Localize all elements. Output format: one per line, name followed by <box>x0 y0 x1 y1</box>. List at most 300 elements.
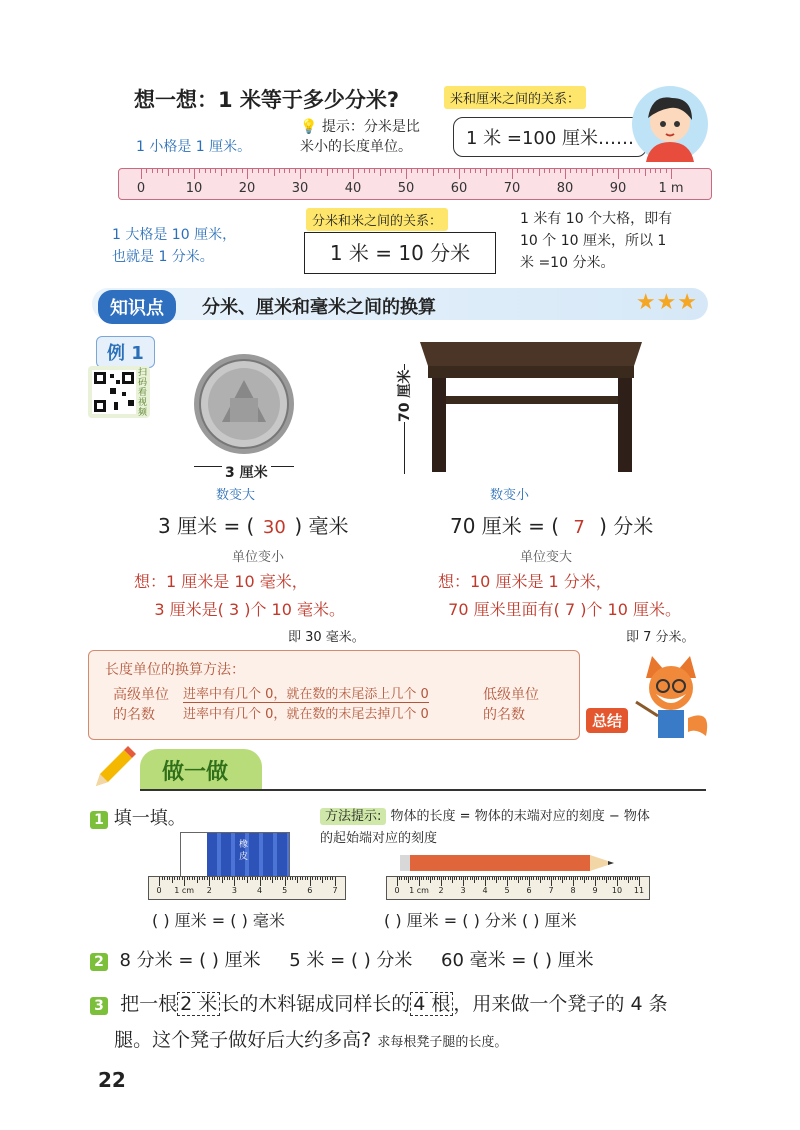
ruler-tick <box>194 169 195 179</box>
ruler-tick <box>459 169 460 179</box>
boy-avatar <box>630 84 710 164</box>
ruler-label: 8 <box>570 886 576 895</box>
qr-side-label: 扫码看视频 <box>138 368 148 418</box>
q1a: ( ) 厘米 = ( ) 毫米 <box>152 911 285 930</box>
practice-divider <box>140 789 706 791</box>
summary-right: 低级单位 的名数 <box>483 687 539 723</box>
ruler-tick <box>374 169 375 173</box>
ruler-tick <box>491 169 492 173</box>
ruler-tick <box>231 169 232 173</box>
right-think-result: 即 7 分米。 <box>626 630 695 645</box>
ruler-tick <box>219 877 220 880</box>
ruler-label: 60 <box>450 181 468 196</box>
ruler-tick <box>411 169 412 173</box>
knowledge-banner <box>92 288 708 320</box>
ruler-tick <box>560 877 561 880</box>
ruler-tick <box>549 877 550 880</box>
ruler-tick <box>262 877 263 880</box>
ruler-tick <box>584 877 585 883</box>
ruler-tick <box>207 877 208 880</box>
ruler-tick <box>279 169 280 173</box>
ruler-tick <box>408 877 409 883</box>
summary-title: 长度单位的换算方法： <box>105 662 245 678</box>
small-ruler <box>148 876 346 900</box>
ruler-tick <box>660 169 661 173</box>
practice-tab: 做一做 <box>140 749 262 789</box>
ruler-tick <box>204 877 205 880</box>
ruler-tick <box>399 877 400 880</box>
ruler-tick <box>167 877 168 880</box>
ruler-tick <box>284 169 285 173</box>
ruler-tick <box>580 877 581 880</box>
ruler-tick <box>520 877 521 880</box>
ruler-tick <box>348 169 349 173</box>
ruler-tick <box>501 169 502 173</box>
dm-m-box: 1 米 = 10 分米 <box>304 232 496 274</box>
ruler-tick <box>282 877 283 880</box>
meter-ruler <box>118 168 712 200</box>
ruler-tick <box>610 877 611 880</box>
ruler-tick <box>434 877 435 880</box>
left-bottom-note: 单位变小 <box>232 550 285 565</box>
right-bottom-note: 单位变大 <box>520 550 573 565</box>
ruler-tick <box>437 877 438 880</box>
ruler-tick <box>141 169 142 179</box>
ruler-tick <box>415 877 416 880</box>
ruler-tick <box>533 169 534 173</box>
right-top-note: 数变小 <box>490 488 530 503</box>
ruler-tick <box>430 877 431 883</box>
ruler-tick <box>606 877 607 883</box>
ruler-tick <box>417 877 418 880</box>
ruler-tick <box>591 877 592 880</box>
coin-label: 3 厘米 <box>222 462 271 482</box>
ruler-tick <box>222 877 223 883</box>
ruler-tick <box>412 877 413 880</box>
ruler-tick <box>570 169 571 173</box>
ruler-tick <box>539 169 540 176</box>
ruler-tick <box>533 877 534 880</box>
ruler-tick <box>629 169 630 173</box>
ruler-tick <box>358 169 359 173</box>
ruler-tick <box>623 169 624 173</box>
ruler-tick <box>595 877 596 886</box>
ruler-tick <box>268 169 269 173</box>
ruler-tick <box>159 877 160 886</box>
ruler-tick <box>599 877 600 880</box>
ruler-tick <box>507 169 508 173</box>
ruler-tick <box>214 877 215 880</box>
ruler-tick <box>307 877 308 880</box>
ruler-label: 50 <box>397 181 415 196</box>
q2: 2 8 分米 = ( ) 厘米 5 米 = ( ) 分米 60 毫米 = ( ) 厘米 <box>90 946 594 972</box>
ruler-tick <box>562 877 563 883</box>
q1b: ( ) 厘米 = ( ) 分米 ( ) 厘米 <box>384 911 577 930</box>
left-think-result: 即 30 毫米。 <box>288 630 365 645</box>
ruler-tick <box>522 877 523 880</box>
ruler-tick <box>252 877 253 880</box>
ruler-tick <box>397 877 398 886</box>
ruler-tick <box>445 877 446 880</box>
ruler-tick <box>297 877 298 883</box>
knowledge-badge: 知识点 <box>98 290 176 324</box>
ruler-tick <box>509 877 510 880</box>
ruler-label: 6 <box>526 886 532 895</box>
ruler-tick <box>555 877 556 880</box>
ruler-tick <box>448 169 449 173</box>
ruler-tick <box>252 169 253 173</box>
example-badge: 例 1 <box>96 336 155 368</box>
eraser-image: 橡皮 <box>180 832 290 878</box>
ruler-label: 30 <box>291 181 309 196</box>
ruler-tick <box>422 169 423 173</box>
ruler-tick <box>480 169 481 173</box>
ruler-tick <box>602 169 603 173</box>
ruler-tick <box>505 877 506 880</box>
ruler-tick <box>573 877 574 886</box>
ruler-tick <box>327 877 328 880</box>
ruler-label: 0 <box>156 886 162 895</box>
ruler-tick <box>635 877 636 880</box>
ruler-tick <box>516 877 517 880</box>
ruler-tick <box>217 877 218 880</box>
ruler-label: 4 <box>257 886 263 895</box>
ruler-tick <box>258 169 259 173</box>
ruler-label: 2 <box>438 886 444 895</box>
ruler-tick <box>507 877 508 886</box>
ruler-tick <box>317 877 318 880</box>
ruler-label: 6 <box>307 886 313 895</box>
ruler-tick <box>421 877 422 880</box>
ruler-tick <box>404 877 405 880</box>
ruler-label: 90 <box>609 181 627 196</box>
ruler-tick <box>529 877 530 886</box>
ruler-tick <box>178 169 179 173</box>
ruler-tick <box>419 877 420 886</box>
ruler-tick <box>544 169 545 173</box>
ruler-tick <box>582 877 583 880</box>
ruler-tick <box>593 877 594 880</box>
ruler-tick <box>496 169 497 173</box>
ruler-tick <box>152 169 153 173</box>
ruler-tick <box>439 877 440 880</box>
ruler-tick <box>172 877 173 883</box>
ruler-tick <box>538 877 539 880</box>
ruler-label: 7 <box>332 886 338 895</box>
big-grid-note: 1 大格是 10 厘米， 也就是 1 分米。 <box>112 227 237 265</box>
right-think: 想：10 厘米是 1 分米， 70 厘米里面有( 7 )个 10 厘米。 <box>438 572 682 619</box>
ruler-tick <box>202 877 203 880</box>
ruler-tick <box>229 877 230 880</box>
ruler-tick <box>302 877 303 880</box>
ruler-tick <box>332 169 333 173</box>
ruler-tick <box>310 877 311 886</box>
ruler-tick <box>514 877 515 880</box>
ruler-tick <box>295 169 296 173</box>
ruler-label: 10 <box>611 886 623 895</box>
ruler-tick <box>327 169 328 176</box>
ruler-tick <box>576 169 577 173</box>
ruler-tick <box>617 877 618 886</box>
ruler-tick <box>551 877 552 886</box>
ruler-tick <box>527 877 528 880</box>
ruler-tick <box>272 877 273 883</box>
ruler-tick <box>523 169 524 173</box>
ruler-tick <box>312 877 313 880</box>
ruler-tick <box>544 877 545 880</box>
ruler-tick <box>270 877 271 880</box>
ruler-label: 3 <box>231 886 237 895</box>
ruler-tick <box>549 169 550 173</box>
ruler-tick <box>320 877 321 880</box>
ruler-tick <box>426 877 427 880</box>
ruler-label: 0 <box>136 181 146 196</box>
ruler-tick <box>619 877 620 880</box>
left-answer: 30 <box>262 517 286 538</box>
ruler-tick <box>639 877 640 886</box>
ruler-label: 1 cm <box>174 886 195 895</box>
think-title: 想一想：1 米等于多少分米? <box>134 88 400 112</box>
ruler-tick <box>322 877 323 883</box>
ruler-tick <box>337 169 338 173</box>
ruler-label: 80 <box>556 181 574 196</box>
m-cm-bubble: 1 米 =100 厘米…… <box>453 117 647 157</box>
ruler-tick <box>569 877 570 880</box>
summary-tag: 总结 <box>586 708 628 733</box>
ruler-tick <box>369 169 370 173</box>
ruler-tick <box>630 877 631 880</box>
ruler-tick <box>182 877 183 880</box>
summary-rules: 进率中有几个 0，就在数的末尾添上几个 0 进率中有几个 0，就在数的末尾去掉几个 0 <box>183 687 429 722</box>
ruler-tick <box>581 169 582 173</box>
ruler-tick <box>450 877 451 880</box>
ruler-tick <box>558 877 559 880</box>
ruler-tick <box>454 169 455 173</box>
ruler-tick <box>316 169 317 173</box>
ruler-tick <box>179 877 180 880</box>
ruler-tick <box>577 877 578 880</box>
ruler-label: 3 <box>460 886 466 895</box>
ruler-tick <box>164 877 165 880</box>
ruler-tick <box>395 169 396 173</box>
ruler-tick <box>588 877 589 880</box>
right-note: 1 米有 10 个大格，即有 10 个 10 厘米，所以 1 米 =10 分米。 <box>520 211 673 271</box>
ruler-tick <box>456 877 457 880</box>
ruler-tick <box>242 877 243 880</box>
ruler-tick <box>645 169 646 176</box>
ruler-tick <box>634 169 635 173</box>
ruler-label: 1 cm <box>409 886 429 895</box>
q2-number: 2 <box>90 953 108 971</box>
ruler-tick <box>628 877 629 883</box>
stars: ★★★ <box>635 290 698 315</box>
ruler-tick <box>443 169 444 173</box>
ruler-tick <box>461 877 462 880</box>
ruler-tick <box>575 877 576 880</box>
ruler-tick <box>564 877 565 880</box>
ruler-tick <box>275 877 276 880</box>
ruler-tick <box>237 877 238 880</box>
ruler-tick <box>512 169 513 179</box>
ruler-tick <box>353 169 354 179</box>
ruler-label: 10 <box>185 181 203 196</box>
ruler-tick <box>174 877 175 880</box>
ruler-tick <box>146 169 147 173</box>
ruler-tick <box>608 877 609 880</box>
q1-number: 1 <box>90 811 108 829</box>
ruler-tick <box>192 877 193 880</box>
ruler-tick <box>177 877 178 880</box>
ruler-tick <box>441 877 442 886</box>
ruler-label: 4 <box>482 886 488 895</box>
ruler-tick <box>212 877 213 880</box>
ruler-tick <box>423 877 424 880</box>
ruler-tick <box>613 169 614 173</box>
ruler-tick <box>465 877 466 880</box>
ruler-tick <box>518 877 519 883</box>
ruler-tick <box>239 877 240 880</box>
ruler-tick <box>287 877 288 880</box>
ruler-tick <box>183 169 184 173</box>
ruler-tick <box>626 877 627 880</box>
ruler-tick <box>305 877 306 880</box>
ruler-tick <box>215 169 216 173</box>
ruler-tick <box>503 877 504 880</box>
ruler-tick <box>380 169 381 176</box>
ruler-tick <box>290 877 291 880</box>
ruler-tick <box>463 877 464 886</box>
table-image <box>412 336 650 476</box>
ruler-tick <box>401 877 402 880</box>
ruler-tick <box>401 169 402 173</box>
ruler-tick <box>187 877 188 880</box>
knowledge-title: 分米、厘米和毫米之间的换算 <box>202 297 436 318</box>
ruler-tick <box>470 169 471 173</box>
ruler-tick <box>485 877 486 886</box>
ruler-tick <box>607 169 608 173</box>
ruler-tick <box>571 877 572 880</box>
ruler-tick <box>481 877 482 880</box>
ruler-tick <box>487 877 488 880</box>
ruler-tick <box>602 877 603 880</box>
ruler-tick <box>536 877 537 880</box>
ruler-tick <box>325 877 326 880</box>
ruler-tick <box>330 877 331 880</box>
ruler-tick <box>496 877 497 883</box>
left-equation: 3 厘米 = ( 30 ) 毫米 <box>158 514 349 538</box>
ruler-label: 5 <box>282 886 288 895</box>
ruler-label: 7 <box>548 886 554 895</box>
ruler-tick <box>528 169 529 173</box>
ruler-tick <box>364 169 365 173</box>
ruler-tick <box>247 169 248 179</box>
pencil-icon <box>90 744 138 792</box>
ruler-tick <box>280 877 281 880</box>
ruler-tick <box>452 877 453 883</box>
ruler-tick <box>242 169 243 173</box>
m-cm-relation-label: 米和厘米之间的关系： <box>444 86 586 109</box>
q3: 3 把一根 2 米 长的木料锯成同样长的 4 根 ，用来做一个凳子的 4 条 腿。这个凳子做好后大约多高? 求每根凳子腿的长度。 <box>90 986 720 1061</box>
ruler-label: 20 <box>238 181 256 196</box>
ruler-tick <box>592 169 593 176</box>
left-top-note: 数变大 <box>216 488 256 503</box>
ruler-tick <box>277 877 278 880</box>
ruler-tick <box>315 877 316 880</box>
ruler-label: 40 <box>344 181 362 196</box>
ruler-tick <box>427 169 428 173</box>
ruler-tick <box>385 169 386 173</box>
ruler-tick <box>553 877 554 880</box>
ruler-tick <box>260 877 261 886</box>
ruler-tick <box>566 877 567 880</box>
ruler-label: 11 <box>633 886 645 895</box>
ruler-tick <box>486 169 487 176</box>
ruler-tick <box>321 169 322 173</box>
ruler-tick <box>221 169 222 176</box>
ruler-tick <box>194 877 195 880</box>
ruler-tick <box>618 169 619 179</box>
ruler-tick <box>267 877 268 880</box>
ruler-tick <box>234 877 235 886</box>
ruler-tick <box>227 877 228 880</box>
ruler-tick <box>613 877 614 880</box>
ruler-tick <box>500 877 501 880</box>
ruler-tick <box>232 877 233 880</box>
summary-left: 高级单位 的名数 <box>113 687 169 723</box>
ruler-tick <box>540 877 541 883</box>
ruler-tick <box>189 877 190 880</box>
dm-m-relation-label: 分米和米之间的关系： <box>306 208 448 231</box>
ruler-tick <box>666 169 667 173</box>
left-think: 想：1 厘米是 10 毫米， 3 厘米是( 3 )个 10 毫米。 <box>134 572 346 619</box>
ruler-tick <box>410 877 411 880</box>
ruler-tick <box>639 169 640 173</box>
ruler-tick <box>295 877 296 880</box>
ruler-tick <box>274 169 275 176</box>
ruler-tick <box>244 877 245 880</box>
ruler-tick <box>417 169 418 173</box>
large-ruler <box>386 876 650 900</box>
ruler-label: 1 m <box>658 181 684 196</box>
ruler-tick <box>226 169 227 173</box>
ruler-tick <box>289 169 290 173</box>
ruler-tick <box>483 877 484 880</box>
ruler-tick <box>604 877 605 880</box>
small-grid-note: 1 小格是 1 厘米。 <box>136 139 252 155</box>
ruler-tick <box>335 877 336 886</box>
ruler-tick <box>224 877 225 880</box>
ruler-tick <box>209 877 210 886</box>
ruler-tick <box>428 877 429 880</box>
ruler-tick <box>475 169 476 173</box>
ruler-tick <box>478 877 479 880</box>
ruler-tick <box>554 169 555 173</box>
hint: 💡 提示：分米是比 米小的长度单位。 <box>300 119 420 155</box>
ruler-tick <box>454 877 455 880</box>
ruler-tick <box>474 877 475 883</box>
ruler-tick <box>250 877 251 880</box>
ruler-tick <box>624 877 625 880</box>
ruler-tick <box>205 169 206 173</box>
ruler-tick <box>162 877 163 880</box>
ruler-tick <box>637 877 638 880</box>
ruler-tick <box>236 169 237 173</box>
ruler-tick <box>189 169 190 173</box>
q1: 1 填一填。 <box>90 804 186 830</box>
ruler-tick <box>257 877 258 880</box>
qr-code <box>88 366 150 418</box>
ruler-tick <box>492 877 493 880</box>
